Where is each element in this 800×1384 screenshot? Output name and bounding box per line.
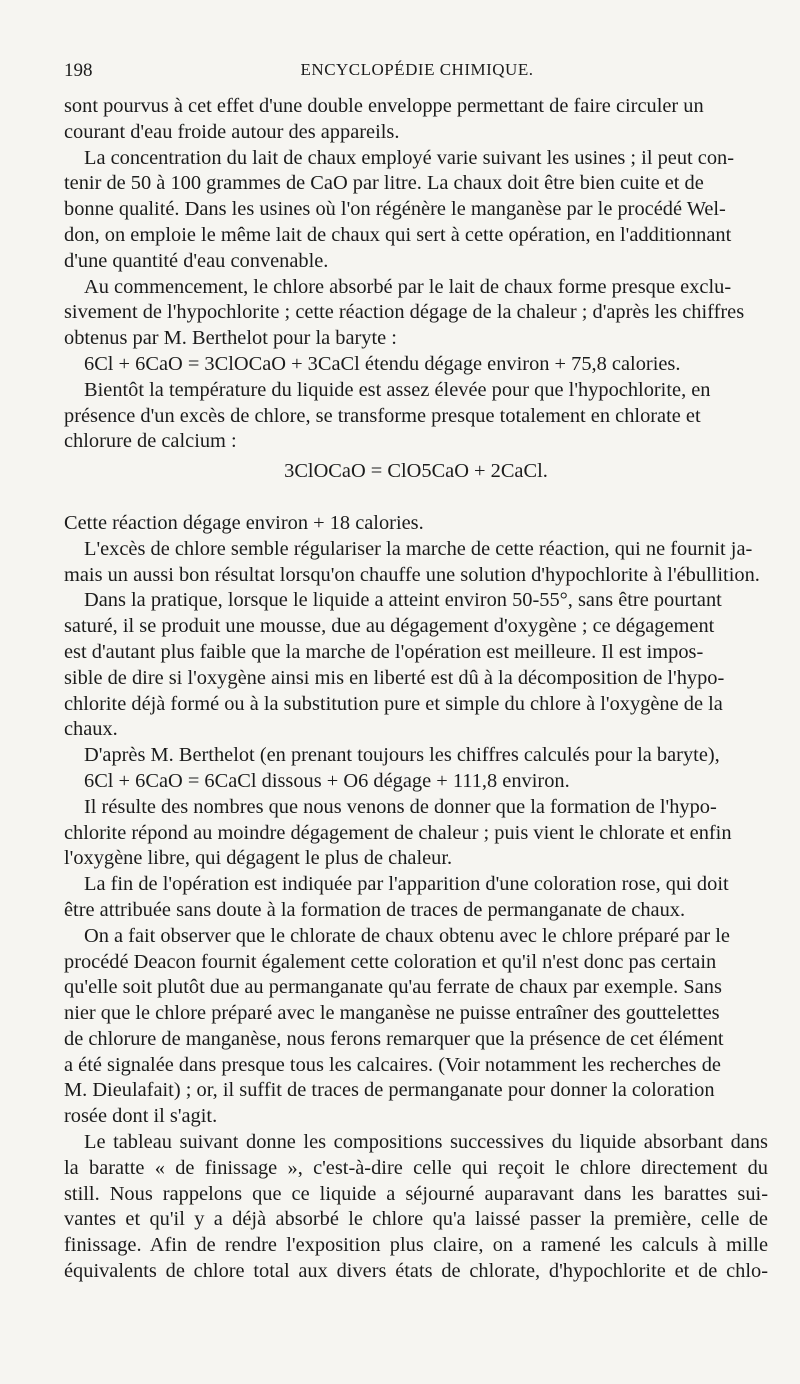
text-line: être attribuée sans doute à la formation de traces de permanganate de chaux. — [64, 898, 686, 921]
text-line: La concentration du lait de chaux employé varie suivant les usines ; il peut con- — [84, 146, 735, 169]
paragraph — [64, 94, 768, 146]
text-line: la baratte « de finissage », c'est-à-dire celle qui reçoit le chlore directement du — [64, 1156, 768, 1179]
paragraph — [64, 537, 768, 589]
text-line: M. Dieulafait) ; or, il suffit de traces de permanganate pour donner la coloration — [64, 1079, 715, 1102]
formula-line — [64, 352, 768, 378]
paragraph — [64, 146, 768, 275]
paragraph — [64, 924, 768, 1130]
page-body — [64, 94, 768, 1285]
text-line: La fin de l'opération est indiquée par l'apparition d'une coloration rose, qui doit — [84, 873, 729, 896]
text-line: still. Nous rappelons que ce liquide a séjourné auparavant dans les barattes sui- — [64, 1182, 768, 1205]
text-line: don, on emploie le même lait de chaux qui sert à cette opération, en l'additionnant — [64, 223, 732, 246]
text-line: mais un aussi bon résultat lorsqu'on chauffe une solution d'hypochlorite à l'ébullition. — [64, 563, 760, 586]
formula: 6Cl + 6CaO = 6CaCl dissous + O6 dégage + 111,8 environ. — [84, 769, 570, 792]
text-line: Cette réaction dégage environ + 18 calories. — [64, 511, 424, 534]
formula-line — [64, 769, 768, 795]
text-line: bonne qualité. Dans les usines où l'on régénère le manganèse par le procédé Wel- — [64, 198, 726, 221]
text-line: chlorite déjà formé ou à la substitution pure et simple du chlore à l'oxygène de la — [64, 692, 723, 715]
text-line: Le tableau suivant donne les compositions successives du liquide absorbant dans — [84, 1131, 768, 1154]
text-line: rosée dont il s'agit. — [64, 1105, 218, 1128]
text-line: sivement de l'hypochlorite ; cette réaction dégage de la chaleur ; d'après les chiffres — [64, 301, 745, 324]
text-line: D'après M. Berthelot (en prenant toujours les chiffres calculés pour la baryte), — [84, 744, 720, 767]
paragraph — [64, 588, 768, 743]
text-line: vantes et qu'il y a déjà absorbé le chlore qu'a laissé passer la première, celle de — [64, 1208, 768, 1231]
text-line: sont pourvus à cet effet d'une double enveloppe permettant de faire circuler un — [64, 95, 704, 117]
text-line: qu'elle soit plutôt due au permanganate qu'au ferrate de chaux par exemple. Sans — [64, 976, 722, 999]
centered-formula — [64, 459, 768, 485]
text-line: sible de dire si l'oxygène ainsi mis en liberté est dû à la décomposition de l'hypo- — [64, 666, 725, 689]
text-line: obtenus par M. Berthelot pour la baryte : — [64, 327, 397, 350]
text-line: présence d'un excès de chlore, se transforme presque totalement en chlorate et — [64, 404, 701, 427]
text-line: L'excès de chlore semble régulariser la marche de cette réaction, qui ne fournit ja- — [84, 537, 753, 560]
text-line: chlorite répond au moindre dégagement de chaleur ; puis vient le chlorate et enfin — [64, 821, 732, 844]
paragraph — [64, 378, 768, 455]
text-line: a été signalée dans presque tous les calcaires. (Voir notamment les recherches de — [64, 1053, 721, 1076]
text-line: équivalents de chlore total aux divers états de chlorate, d'hypochlorite et de chlo- — [64, 1260, 768, 1283]
paragraph — [64, 872, 768, 924]
text-line: procédé Deacon fournit également cette coloration et qu'il n'est donc pas certain — [64, 950, 717, 973]
text-line: courant d'eau froide autour des appareils. — [64, 120, 400, 143]
paragraph — [64, 1130, 768, 1285]
text-line: chaux. — [64, 718, 118, 741]
text-line: finissage. Afin de rendre l'exposition plus claire, on a ramené les calculs à mille — [64, 1234, 768, 1257]
paragraph — [64, 511, 768, 537]
text-line: est d'autant plus faible que la marche de l'opération est meilleure. Il est impos- — [64, 640, 704, 663]
running-title: ENCYCLOPÉDIE CHIMIQUE. — [300, 60, 534, 79]
text-line: Dans la pratique, lorsque le liquide a atteint environ 50-55°, sans être pourtant — [84, 589, 722, 612]
text-line: Au commencement, le chlore absorbé par le lait de chaux forme presque exclu- — [84, 275, 732, 298]
text-line: tenir de 50 à 100 grammes de CaO par litre. La chaux doit être bien cuite et de — [64, 172, 704, 195]
text-line: de chlorure de manganèse, nous ferons remarquer que la présence de cet élément — [64, 1027, 724, 1050]
formula: 3ClOCaO = ClO5CaO + 2CaCl. — [284, 460, 548, 483]
text-line: Bientôt la température du liquide est assez élevée pour que l'hypochlorite, en — [84, 378, 711, 401]
page-number: 198 — [64, 60, 93, 81]
paragraph — [64, 275, 768, 352]
page-header — [64, 60, 770, 90]
text-line: Il résulte des nombres que nous venons de donner que la formation de l'hypo- — [84, 795, 717, 818]
text-line: nier que le chlore préparé avec le manganèse ne puisse entraîner des gouttelettes — [64, 1002, 720, 1025]
paragraph — [64, 743, 768, 769]
formula: 6Cl + 6CaO = 3ClOCaO + 3CaCl étendu dégage environ + 75,8 calories. — [84, 352, 681, 375]
text-line: On a fait observer que le chlorate de chaux obtenu avec le chlore préparé par le — [84, 924, 730, 947]
text-line: d'une quantité d'eau convenable. — [64, 249, 329, 272]
text-line: saturé, il se produit une mousse, due au dégagement d'oxygène ; ce dégagement — [64, 615, 715, 638]
paragraph — [64, 795, 768, 872]
text-line: chlorure de calcium : — [64, 430, 237, 453]
text-line: l'oxygène libre, qui dégagent le plus de chaleur. — [64, 847, 453, 870]
